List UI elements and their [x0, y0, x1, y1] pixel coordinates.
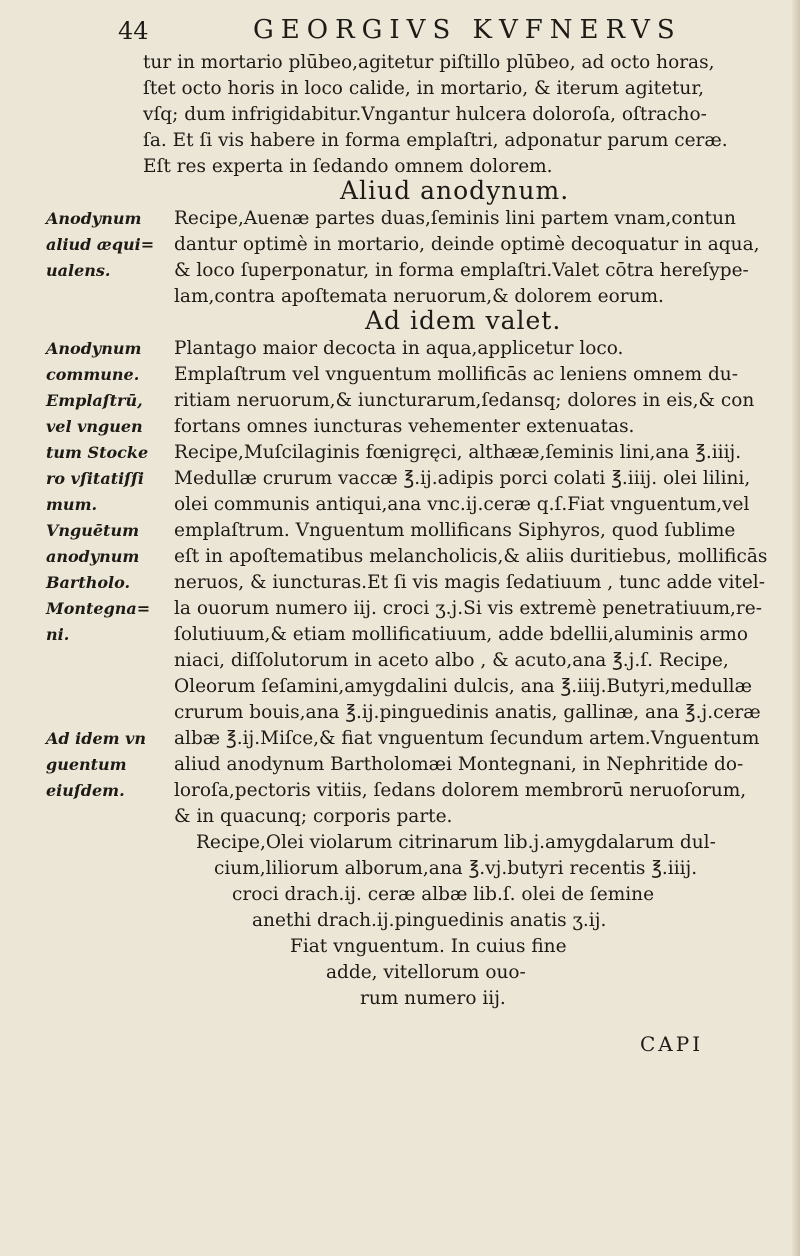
margin-note: aliud æqui=	[46, 235, 155, 254]
text-line: Fiat vnguentum. In cuius fine	[290, 936, 567, 957]
text-line: Recipe,Olei violarum citrinarum lib.j.amygdalarum dul-	[196, 832, 716, 853]
text-line: adde, vitellorum ouo-	[326, 962, 526, 983]
text-line: Eſt res experta in ſedando omnem dolorem.	[143, 156, 553, 177]
page-header	[0, 15, 800, 49]
margin-note: ro vſitatiſſi	[46, 469, 144, 488]
text-line: Oleorum ſeſamini,amygdalini dulcis, ana ℥.iiij.Butyri,medullæ	[174, 676, 752, 697]
margin-note: Anodynum	[46, 339, 142, 358]
margin-note: commune.	[46, 365, 140, 384]
margin-note: Anodynum	[46, 209, 142, 228]
margin-note: eiuſdem.	[46, 781, 125, 800]
text-line: croci drach.ij. ceræ albæ lib.ſ. olei de ſemine	[232, 884, 655, 905]
margin-note: vel vnguen	[46, 417, 143, 436]
text-line: Plantago maior decocta in aqua,applicetur loco.	[174, 338, 624, 359]
section-heading: Aliud anodynum.	[340, 176, 570, 205]
text-line: Recipe,Auenæ partes duas,ſeminis lini partem vnam,contun	[174, 208, 736, 229]
section-heading: Ad idem valet.	[365, 306, 562, 335]
margin-note: Vnguētum	[46, 521, 139, 540]
text-line: cium,liliorum alborum,ana ℥.vj.butyri recentis ℥.iiij.	[214, 858, 698, 879]
margin-note: guentum	[46, 755, 127, 774]
margin-note: tum Stocke	[46, 443, 149, 462]
margin-note: Montegna=	[46, 599, 151, 618]
text-line: emplaſtrum. Vnguentum mollificans Siphyros, quod ſublime	[174, 520, 736, 541]
margin-note: mum.	[46, 495, 98, 514]
text-line: olei communis antiqui,ana vnc.ij.ceræ q.ſ.Fiat vnguentum,vel	[174, 494, 750, 515]
text-line: crurum bouis,ana ℥.ij.pinguedinis anatis, gallinæ, ana ℥.j.ceræ	[174, 702, 761, 723]
text-line: albæ ℥.ij.Miſce,& fiat vnguentum ſecundum artem.Vnguentum	[174, 728, 760, 749]
text-line: tur in mortario plūbeo,agitetur piſtillo plūbeo, ad octo horas,	[143, 52, 715, 73]
running-title: GEORGIVS KVFNERVS	[253, 15, 682, 45]
text-line: ſolutiuum,& etiam mollificatiuum, adde bdellii,aluminis armo	[174, 624, 748, 645]
text-line: & loco ſuperponatur, in forma emplaſtri.Valet cōtra hereſype-	[174, 260, 749, 281]
text-line: aliud anodynum Bartholomæi Montegnani, in Nephritide do-	[174, 754, 744, 775]
margin-note: Bartholo.	[46, 573, 131, 592]
text-line: vſq; dum infrigidabitur.Vngantur hulcera doloroſa, oſtracho-	[143, 104, 707, 125]
text-line: Recipe,Muſcilaginis fœnigręci, althææ,ſeminis lini,ana ℥.iiij.	[174, 442, 742, 463]
text-line: dantur optimè in mortario, deinde optimè decoquatur in aqua,	[174, 234, 760, 255]
margin-note: ni.	[46, 625, 70, 644]
margin-note: anodynum	[46, 547, 140, 566]
text-line: Medullæ crurum vaccæ ℥.ij.adipis porci colati ℥.iiij. olei lilini,	[174, 468, 751, 489]
page-number: 44	[118, 17, 149, 45]
text-line: fortans omnes iuncturas vehementer extenuatas.	[174, 416, 635, 437]
text-line: anethi drach.ij.pinguedinis anatis ʒ.ij.	[252, 910, 607, 931]
margin-note: ualens.	[46, 261, 111, 280]
text-line: ſtet octo horis in loco calide, in mortario, & iterum agitetur,	[143, 78, 705, 99]
text-line: eſt in apoſtematibus melancholicis,& aliis duritiebus, mollificās	[174, 546, 768, 567]
text-line: rum numero iij.	[360, 988, 506, 1009]
text-line: ſa. Et ſi vis habere in forma emplaſtri, adponatur parum ceræ.	[143, 130, 728, 151]
page-edge	[792, 0, 800, 1256]
margin-note: Ad idem vn	[46, 729, 147, 748]
text-line: niaci, diſſolutorum in aceto albo , & acuto,ana ℥.j.ſ. Recipe,	[174, 650, 729, 671]
text-line: & in quacunq; corporis parte.	[174, 806, 453, 827]
catchword: CAPI	[640, 1032, 704, 1056]
margin-note: Emplaſtrū,	[46, 391, 143, 410]
text-line: lam,contra apoſtemata neruorum,& dolorem eorum.	[174, 286, 664, 307]
text-line: ritiam neruorum,& iuncturarum,ſedansq; dolores in eis,& con	[174, 390, 755, 411]
text-line: Emplaſtrum vel vnguentum mollificās ac leniens omnem du-	[174, 364, 738, 385]
text-line: loroſa,pectoris vitiis, ſedans dolorem membrorū neruoſorum,	[174, 780, 747, 801]
text-line: la ouorum numero iij. croci ʒ.j.Si vis extremè penetratiuum,re-	[174, 598, 762, 619]
text-line: neruos, & iuncturas.Et ſi vis magis ſedatiuum , tunc adde vitel-	[174, 572, 765, 593]
